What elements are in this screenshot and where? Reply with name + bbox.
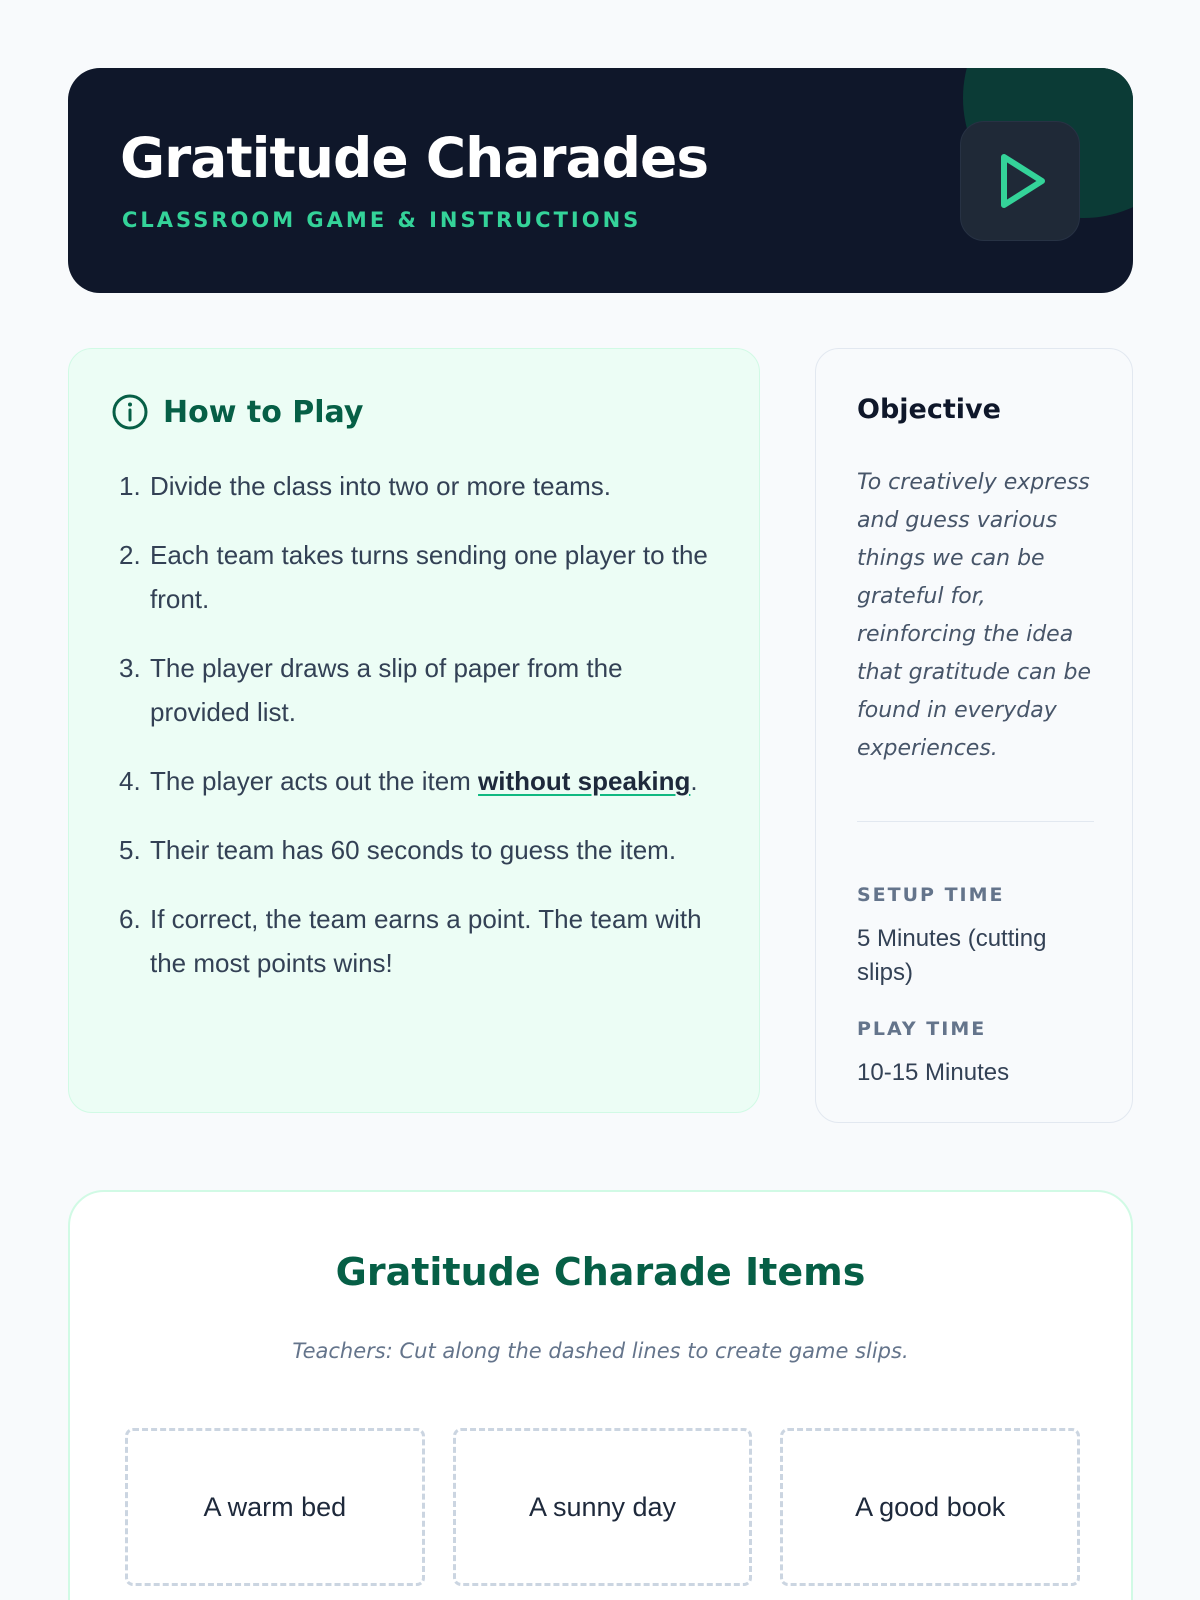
objective-panel — [815, 348, 1133, 1123]
charade-items-panel — [68, 1190, 1133, 1600]
play-time-label: PLAY TIME — [857, 1018, 987, 1040]
charade-items-title: Gratitude Charade Items — [335, 1250, 866, 1294]
step-text-end: . — [690, 766, 698, 796]
page-subtitle: CLASSROOM GAME & INSTRUCTIONS — [122, 208, 642, 232]
how-to-play-panel — [68, 348, 760, 1113]
step-text: Each team takes turns sending one player to the front. — [150, 540, 708, 614]
setup-time-value: 5 Minutes (cutting slips) — [857, 925, 1047, 986]
step-text: The player acts out the item — [150, 766, 479, 796]
info-icon — [111, 393, 149, 431]
charade-slip: A good book — [780, 1428, 1080, 1586]
how-to-play-title: How to Play — [163, 394, 364, 430]
play-icon — [990, 151, 1050, 211]
objective-text: To creatively express and guess various things we can be grateful for, reinforcing the idea that gratitude can be found in everyday experiences. — [857, 470, 1091, 761]
step-number: 3. — [119, 653, 141, 683]
step-text: Divide the class into two or more teams. — [150, 471, 611, 501]
step-item — [119, 828, 729, 872]
divider — [857, 821, 1094, 822]
step-number: 6. — [119, 904, 141, 934]
cutting-instructions: Teachers: Cut along the dashed lines to create game slips. — [292, 1339, 909, 1363]
step-item — [119, 464, 729, 508]
objective-title: Objective — [857, 394, 1001, 425]
step-text: If correct, the team earns a point. The team with the most points wins! — [150, 904, 702, 978]
slip-grid — [125, 1428, 1080, 1586]
setup-time-label: SETUP TIME — [857, 884, 1005, 906]
how-to-play-heading — [111, 393, 363, 431]
step-text: Their team has 60 seconds to guess the item. — [150, 835, 677, 865]
page-title: Gratitude Charades — [120, 126, 709, 190]
emphasis-text: without speaking — [478, 766, 691, 796]
step-item — [119, 533, 729, 621]
charade-slip: A sunny day — [453, 1428, 753, 1586]
steps-list — [119, 464, 729, 1010]
step-number: 4. — [119, 766, 141, 796]
step-text: The player draws a slip of paper from the provided list. — [150, 653, 623, 727]
step-number: 2. — [119, 540, 141, 570]
charade-slip: A warm bed — [125, 1428, 425, 1586]
header-banner — [68, 68, 1133, 293]
step-item — [119, 759, 729, 803]
step-item — [119, 897, 729, 985]
step-number: 1. — [119, 471, 141, 501]
step-item — [119, 646, 729, 734]
play-button[interactable] — [960, 121, 1080, 241]
play-time-value: 10-15 Minutes — [857, 1059, 1010, 1086]
step-number: 5. — [119, 835, 141, 865]
